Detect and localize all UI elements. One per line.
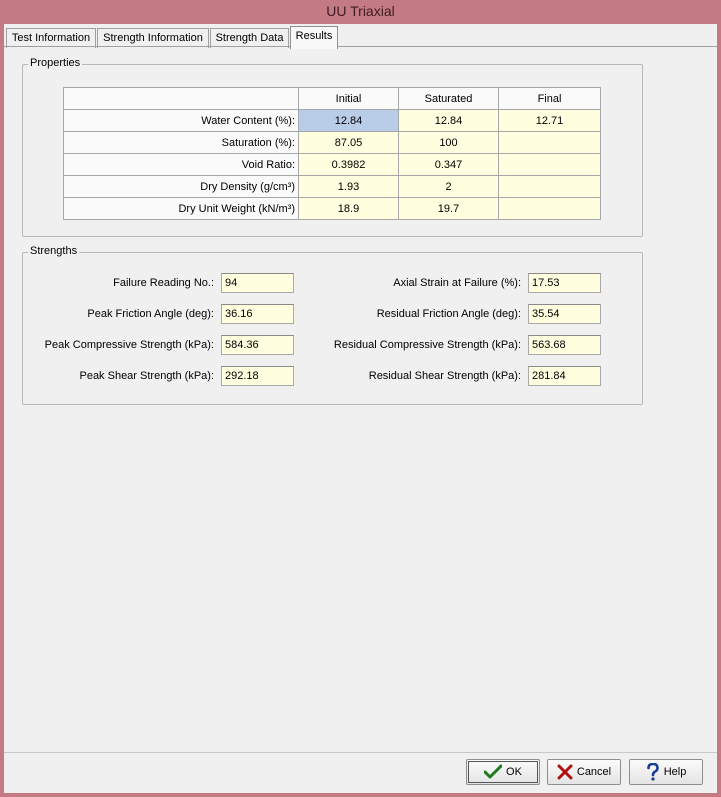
- grid-cell[interactable]: 12.84: [399, 110, 499, 132]
- axial-strain-label: Axial Strain at Failure (%):: [393, 277, 521, 289]
- button-bar-separator: [4, 752, 717, 753]
- cancel-button-label: Cancel: [576, 766, 612, 778]
- table-row: [64, 154, 601, 176]
- column-header-saturated[interactable]: Saturated: [399, 88, 499, 110]
- dialog-client-area: [4, 24, 717, 793]
- residual-compressive-strength-label: Residual Compressive Strength (kPa):: [333, 339, 521, 351]
- axial-strain-field[interactable]: 17.53: [528, 273, 601, 293]
- window-title: UU Triaxial: [326, 3, 395, 19]
- grid-cell[interactable]: [499, 176, 601, 198]
- residual-compressive-strength-field[interactable]: 563.68: [528, 335, 601, 355]
- question-icon: [646, 763, 660, 781]
- grid-corner: [64, 88, 299, 110]
- table-row: [64, 198, 601, 220]
- tab-panel-border: [4, 46, 717, 47]
- table-row: [64, 176, 601, 198]
- grid-cell[interactable]: 1.93: [299, 176, 399, 198]
- row-label-saturation: Saturation (%):: [64, 132, 299, 154]
- residual-shear-strength-label: Residual Shear Strength (kPa):: [368, 370, 521, 382]
- row-label-dry-density: Dry Density (g/cm³): [64, 176, 299, 198]
- checkmark-icon: [484, 764, 502, 780]
- row-label-water-content: Water Content (%):: [64, 110, 299, 132]
- help-button-label: Help: [663, 766, 687, 778]
- column-header-final[interactable]: Final: [499, 88, 601, 110]
- tab-test-information[interactable]: Test Information: [6, 28, 96, 48]
- peak-friction-angle-label: Peak Friction Angle (deg):: [87, 308, 214, 320]
- grid-cell[interactable]: 100: [399, 132, 499, 154]
- help-button[interactable]: [629, 759, 703, 785]
- peak-compressive-strength-field[interactable]: 584.36: [221, 335, 294, 355]
- tab-strength-information[interactable]: Strength Information: [97, 28, 209, 48]
- properties-group: [22, 57, 643, 237]
- failure-reading-field[interactable]: 94: [221, 273, 294, 293]
- residual-shear-strength-field[interactable]: 281.84: [528, 366, 601, 386]
- grid-cell[interactable]: 0.3982: [299, 154, 399, 176]
- ok-button-label: OK: [506, 766, 522, 778]
- grid-cell[interactable]: [499, 132, 601, 154]
- grid-cell[interactable]: 87.05: [299, 132, 399, 154]
- cancel-button[interactable]: [547, 759, 621, 785]
- strengths-group-title: Strengths: [30, 245, 78, 257]
- grid-header-row: [64, 88, 601, 110]
- table-row: [64, 110, 601, 132]
- properties-group-title: Properties: [30, 57, 81, 69]
- grid-cell[interactable]: 18.9: [299, 198, 399, 220]
- peak-friction-angle-field[interactable]: 36.16: [221, 304, 294, 324]
- column-header-initial[interactable]: Initial: [299, 88, 399, 110]
- peak-shear-strength-field[interactable]: 292.18: [221, 366, 294, 386]
- grid-cell[interactable]: 19.7: [399, 198, 499, 220]
- row-label-dry-unit-weight: Dry Unit Weight (kN/m³): [64, 198, 299, 220]
- grid-cell[interactable]: 2: [399, 176, 499, 198]
- residual-friction-angle-label: Residual Friction Angle (deg):: [376, 308, 521, 320]
- grid-cell[interactable]: [499, 198, 601, 220]
- residual-friction-angle-field[interactable]: 35.54: [528, 304, 601, 324]
- tab-strength-data[interactable]: Strength Data: [210, 28, 289, 48]
- grid-cell[interactable]: [499, 154, 601, 176]
- properties-grid: [63, 87, 601, 220]
- failure-reading-label: Failure Reading No.:: [113, 277, 214, 289]
- grid-cell[interactable]: 12.84: [299, 110, 399, 132]
- grid-cell[interactable]: 12.71: [499, 110, 601, 132]
- table-row: [64, 132, 601, 154]
- peak-shear-strength-label: Peak Shear Strength (kPa):: [79, 370, 214, 382]
- tab-results[interactable]: Results: [290, 26, 338, 49]
- peak-compressive-strength-label: Peak Compressive Strength (kPa):: [44, 339, 214, 351]
- strengths-group: [22, 245, 643, 405]
- ok-button[interactable]: [466, 759, 540, 785]
- row-label-void-ratio: Void Ratio:: [64, 154, 299, 176]
- grid-cell[interactable]: 0.347: [399, 154, 499, 176]
- tab-strip: [4, 26, 717, 48]
- x-icon: [557, 764, 573, 780]
